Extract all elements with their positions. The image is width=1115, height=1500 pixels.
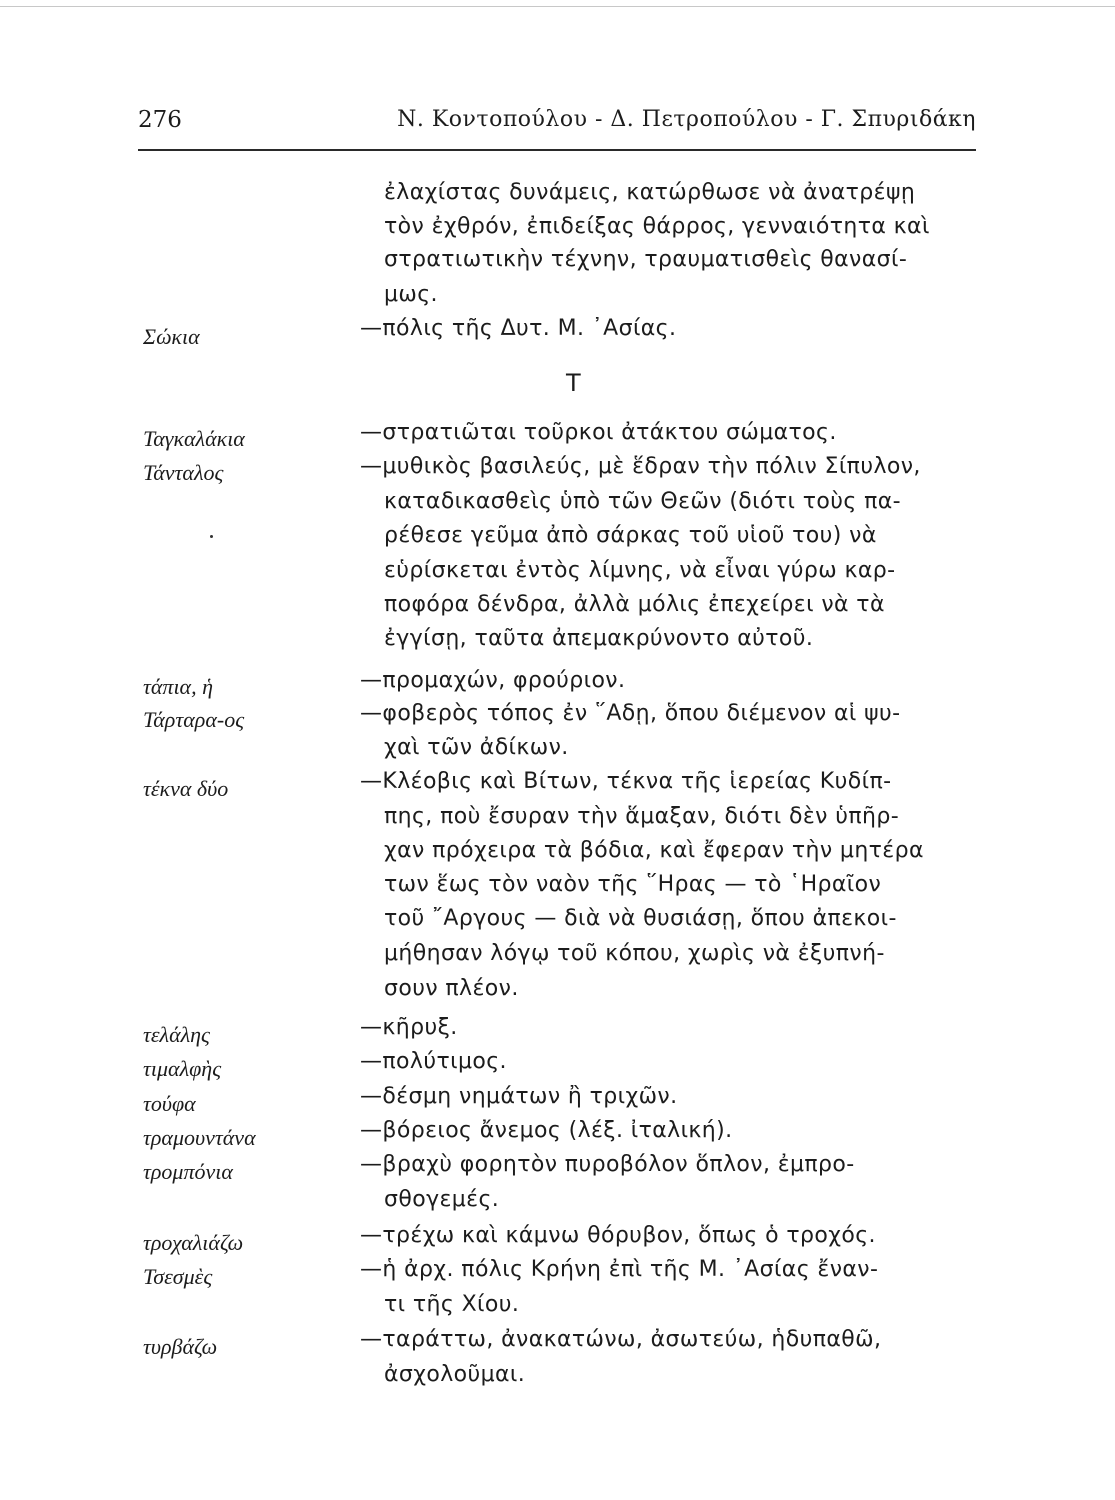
entry-term: Σώκια (143, 324, 200, 349)
entry-definition: των ἕως τὸν ναὸν τῆς ῞Ηρας — τὸ ῾Ηραῖον (384, 872, 882, 897)
entry-definition: μήθησαν λόγῳ τοῦ κόπου, χωρὶς νὰ ἐξυπνή- (384, 941, 885, 966)
entry-term: τέκνα δύο (143, 776, 229, 801)
entry-definition: —φοβερὸς τόπος ἐν ῞Αδῃ, ὅπου διέμενον αἱ ψυ- (360, 701, 901, 726)
continuation-line: στρατιωτικὴν τέχνην, τραυματισθεὶς θανασί- (384, 247, 908, 272)
entry-definition: τι τῆς Χίου. (384, 1292, 520, 1317)
header-rule (138, 149, 976, 151)
entry-definition: ποφόρα δένδρα, ἀλλὰ μόλις ἐπεχείρει νὰ τὰ (384, 592, 885, 617)
entry-definition: —προμαχών, φρούριον. (360, 668, 626, 693)
entry-term: Τάνταλος (143, 460, 224, 485)
entry-definition: —μυθικὸς βασιλεύς, μὲ ἕδραν τὴν πόλιν Σίπυλον, (360, 454, 921, 479)
entry-term: Τάρταρα-ος (143, 707, 245, 732)
continuation-line: μως. (384, 282, 438, 307)
entry-term: τρομπόνια (143, 1159, 233, 1184)
entry-definition: εὑρίσκεται ἐντὸς λίμνης, νὰ εἶναι γύρω καρ- (384, 558, 896, 583)
entry-definition: σουν πλέον. (384, 976, 519, 1001)
entry-definition: —τρέχω καὶ κάμνω θόρυβον, ὅπως ὁ τροχός. (360, 1223, 876, 1248)
entry-definition: —πολύτιμος. (360, 1049, 507, 1074)
entry-definition: χαὶ τῶν ἀδίκων. (384, 735, 569, 760)
entry-definition: ἐγγίσῃ, ταῦτα ἀπεμακρύνοντο αὐτοῦ. (384, 626, 814, 651)
entry-definition: —βόρειος ἄνεμος (λέξ. ἰταλική). (360, 1118, 733, 1143)
entry-term: τάπια, ἡ (143, 674, 214, 699)
entry-definition: —Κλέοβις καὶ Βίτων, τέκνα τῆς ἱερείας Κυδίπ- (360, 769, 892, 794)
entry-term: τροχαλιάζω (143, 1230, 244, 1255)
entry-term: τούφα (143, 1091, 196, 1116)
entry-definition: —στρατιῶται τοῦρκοι ἀτάκτου σώματος. (360, 420, 837, 445)
continuation-line: τὸν ἐχθρόν, ἐπιδείξας θάρρος, γενναιότητα καὶ (384, 214, 930, 239)
entry-definition: —βραχὺ φορητὸν πυροβόλον ὅπλον, ἐμπρο- (360, 1152, 855, 1177)
entry-definition: —ἡ ἀρχ. πόλις Κρήνη ἐπὶ τῆς Μ. ᾽Ασίας ἔναν- (360, 1257, 879, 1282)
entry-term: τιμαλφὴς (143, 1056, 222, 1081)
scan-edge-line (0, 6, 1115, 7)
entry-definition: ἀσχολοῦμαι. (384, 1362, 526, 1387)
entry-definition: —πόλις τῆς Δυτ. Μ. ᾽Ασίας. (360, 316, 677, 341)
section-letter: Τ (566, 369, 581, 397)
stray-dot (210, 535, 213, 538)
entry-term: Τσεσμὲς (143, 1264, 213, 1289)
entry-definition: —ταράττω, ἀνακατώνω, ἀσωτεύω, ἡδυπαθῶ, (360, 1327, 882, 1352)
continuation-line: ἐλαχίστας δυνάμεις, κατώρθωσε νὰ ἀνατρέψῃ (384, 180, 916, 205)
entry-definition: σθογεμές. (384, 1187, 500, 1212)
entry-definition: ρέθεσε γεῦμα ἀπὸ σάρκας τοῦ υἱοῦ του) νὰ (384, 523, 877, 548)
entry-definition: τοῦ ῎Αργους — διὰ νὰ θυσιάσῃ, ὅπου ἀπεκοι- (384, 906, 897, 931)
entry-definition: καταδικασθεὶς ὑπὸ τῶν Θεῶν (διότι τοὺς πα- (384, 489, 901, 514)
page-header (138, 107, 976, 147)
page-number: 276 (138, 107, 182, 133)
entry-term: τυρβάζω (143, 1334, 218, 1359)
entry-term: τραμουντάνα (143, 1125, 256, 1150)
entry-term: Ταγκαλάκια (143, 426, 245, 451)
entry-definition: χαν πρόχειρα τὰ βόδια, καὶ ἔφεραν τὴν μητέρα (384, 838, 924, 863)
entry-definition: —δέσμη νημάτων ἢ τριχῶν. (360, 1084, 678, 1109)
running-head: Ν. Κοντοπούλου - Δ. Πετροπούλου - Γ. Σπυριδάκη (397, 107, 976, 132)
entry-term: τελάλης (143, 1022, 210, 1047)
entry-definition: —κῆρυξ. (360, 1015, 458, 1040)
entry-definition: πης, ποὺ ἔσυραν τὴν ἅμαξαν, διότι δὲν ὑπῆρ- (384, 804, 900, 829)
